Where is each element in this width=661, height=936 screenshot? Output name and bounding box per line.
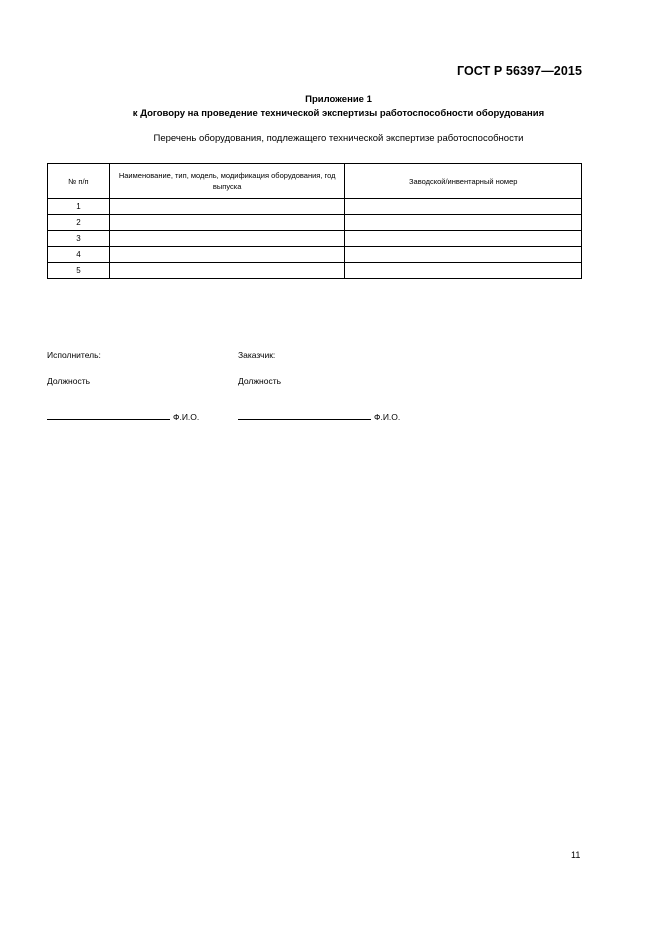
table-row (48, 199, 582, 215)
equipment-table (47, 163, 582, 279)
table-row (48, 231, 582, 247)
table-row (48, 247, 582, 263)
executor-signature-line (47, 411, 170, 420)
executor-label: Исполнитель: (47, 350, 101, 360)
equipment-list-caption: Перечень оборудования, подлежащего технической экспертизе работоспособности (153, 133, 524, 144)
header-equipment-name: Наименование, тип, модель, модификация оборудования, год выпуска (109, 164, 345, 199)
header-serial-number: Заводской/инвентарный номер (345, 164, 582, 199)
table-header-row (48, 164, 582, 199)
row-number: 5 (48, 263, 110, 279)
page-number: 11 (571, 850, 581, 860)
row-serial-number (345, 263, 582, 279)
row-equipment-name (109, 199, 345, 215)
row-equipment-name (109, 215, 345, 231)
row-number: 4 (48, 247, 110, 263)
executor-signature-block (47, 411, 199, 422)
customer-fio: Ф.И.О. (374, 412, 401, 422)
document-code: ГОСТ Р 56397—2015 (456, 64, 582, 78)
header-number: № п/п (48, 164, 110, 199)
appendix-title: Приложение 1 (305, 94, 372, 105)
row-serial-number (345, 231, 582, 247)
row-equipment-name (109, 231, 345, 247)
row-number: 2 (48, 215, 110, 231)
appendix-subtitle: к Договору на проведение технической экспертизы работоспособности оборудования (132, 108, 545, 119)
table-row (48, 263, 582, 279)
customer-position: Должность (238, 376, 282, 386)
row-serial-number (345, 215, 582, 231)
row-number: 3 (48, 231, 110, 247)
row-serial-number (345, 199, 582, 215)
executor-fio: Ф.И.О. (173, 412, 200, 422)
row-number: 1 (48, 199, 110, 215)
customer-signature-line (238, 411, 371, 420)
customer-signature-block (238, 411, 400, 422)
table-row (48, 215, 582, 231)
row-equipment-name (109, 263, 345, 279)
executor-position: Должность (47, 376, 91, 386)
row-equipment-name (109, 247, 345, 263)
row-serial-number (345, 247, 582, 263)
customer-label: Заказчик: (238, 350, 276, 360)
